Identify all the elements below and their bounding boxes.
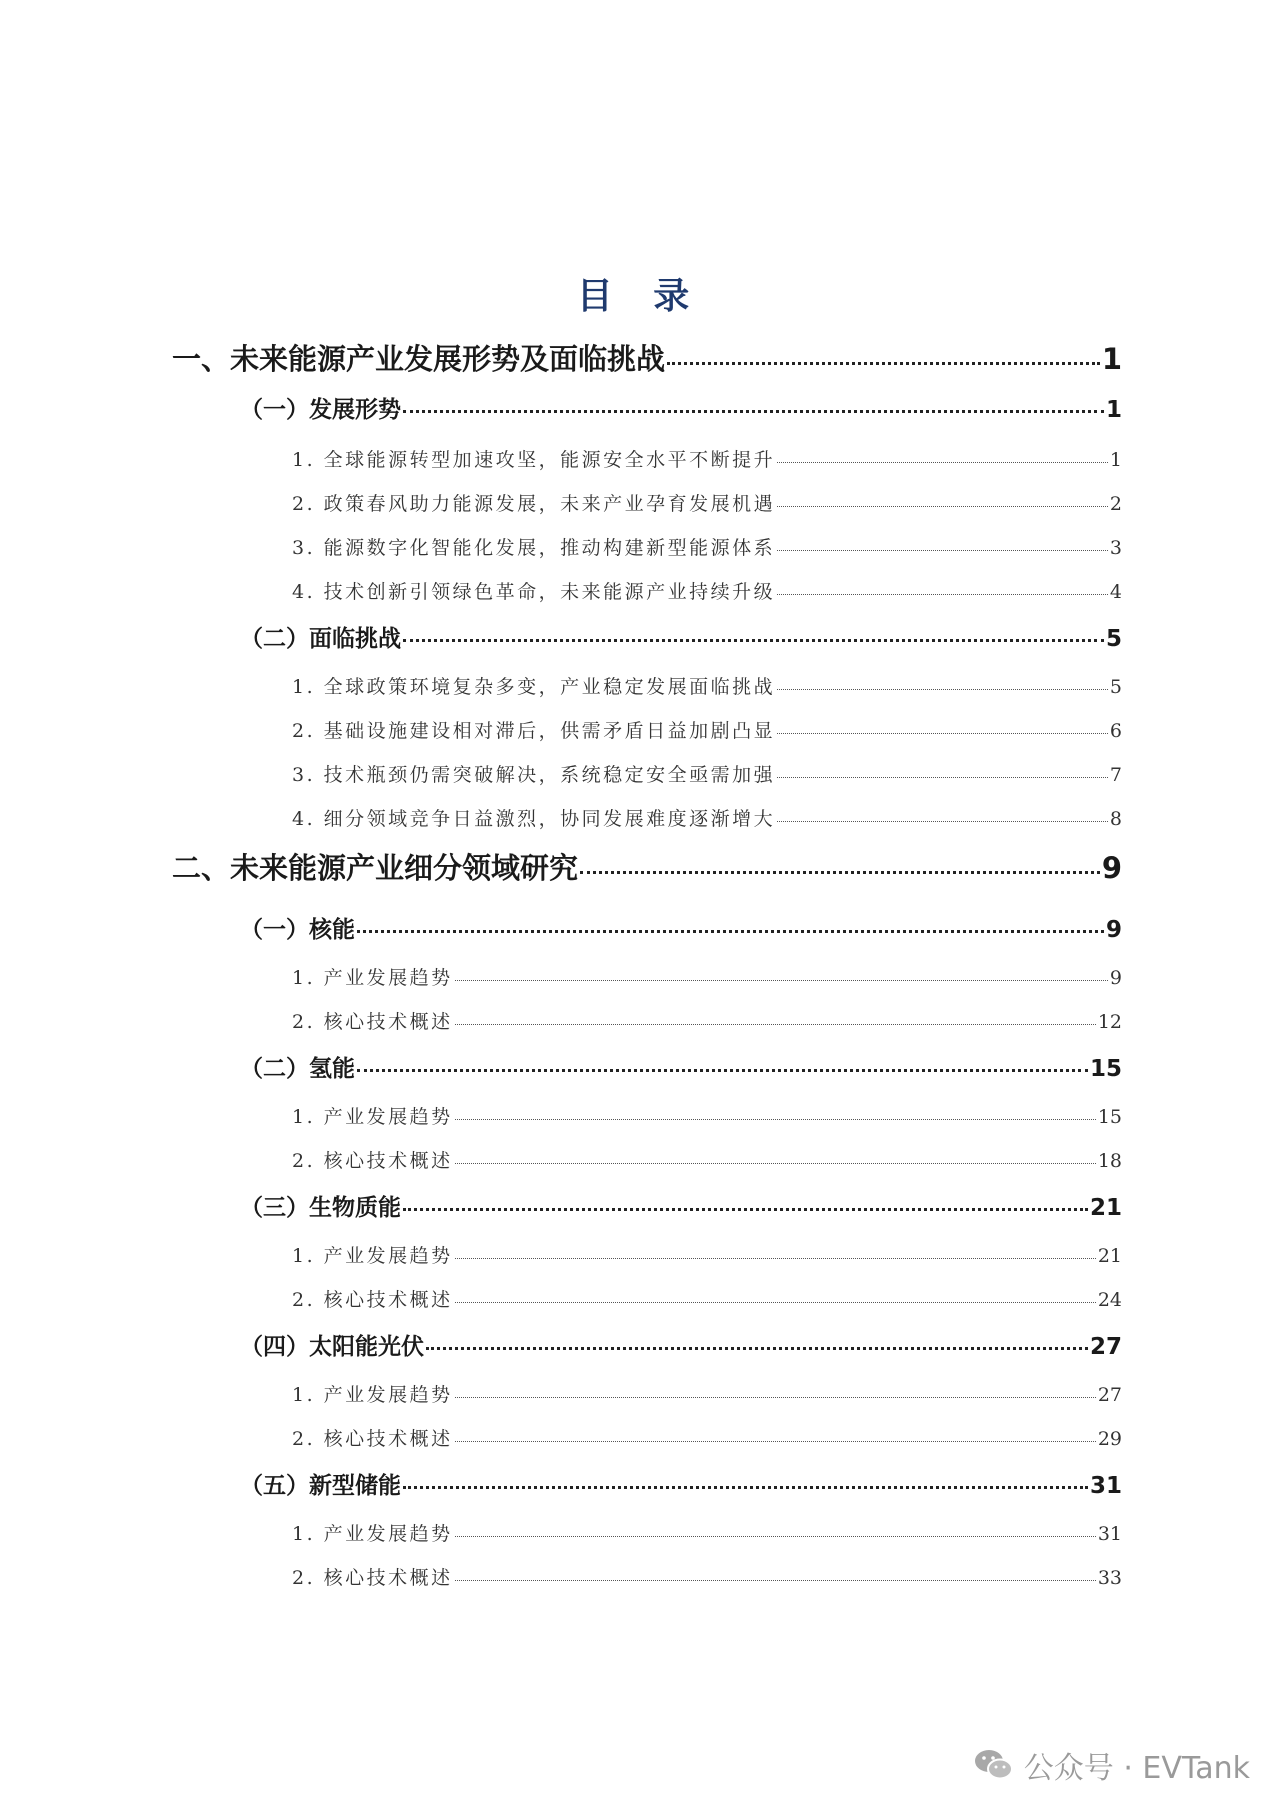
toc-entry-label: 4. 技术创新引领绿色革命，未来能源产业持续升级 [292, 581, 776, 603]
toc-entry-label: 1. 产业发展趋势 [292, 1384, 453, 1406]
toc-entry-label: （三）生物质能 [240, 1195, 401, 1221]
toc-entry-label: 1. 产业发展趋势 [292, 1523, 453, 1545]
toc-entry-page: 9 [1109, 967, 1122, 989]
toc-dot-leader [777, 821, 1108, 822]
toc-entry-page: 27 [1097, 1384, 1122, 1406]
toc-entry-page: 21 [1097, 1245, 1122, 1267]
toc-entry-label: 2. 核心技术概述 [292, 1150, 453, 1172]
toc-entry-page: 12 [1097, 1011, 1122, 1033]
toc-entry-subsection[interactable] [292, 1007, 1122, 1034]
toc-entry-label: 1. 产业发展趋势 [292, 1106, 453, 1128]
toc-entry-label: 1. 产业发展趋势 [292, 967, 453, 989]
toc-entry-subsection[interactable] [292, 1102, 1122, 1129]
toc-entry-page: 31 [1097, 1523, 1122, 1545]
toc-dot-leader [667, 362, 1100, 365]
toc-entry-label: 1. 全球政策环境复杂多变，产业稳定发展面临挑战 [292, 676, 776, 698]
toc-entry-label: 1. 全球能源转型加速攻坚，能源安全水平不断提升 [292, 449, 776, 471]
toc-entry-subsection[interactable] [292, 489, 1122, 516]
toc-entry-subsection[interactable] [292, 672, 1122, 699]
wechat-icon [974, 1748, 1014, 1782]
toc-entry-subsection[interactable] [292, 445, 1122, 472]
toc-entry-section[interactable] [240, 620, 1122, 653]
toc-entry-label: 3. 技术瓶颈仍需突破解决，系统稳定安全亟需加强 [292, 764, 776, 786]
toc-entry-section[interactable] [240, 1050, 1122, 1083]
toc-entry-label: （一）发展形势 [240, 397, 401, 423]
toc-dot-leader [777, 733, 1108, 734]
toc-dot-leader [777, 506, 1108, 507]
toc-entry-page: 18 [1097, 1150, 1122, 1172]
wechat-watermark [974, 1743, 1250, 1787]
toc-entry-label: 2. 核心技术概述 [292, 1567, 453, 1589]
toc-entry-label: （二）氢能 [240, 1056, 355, 1082]
toc-entry-page: 5 [1105, 626, 1122, 652]
toc-dot-leader [455, 1258, 1096, 1259]
toc-entry-section[interactable] [240, 1467, 1122, 1500]
toc-entry-label: 4. 细分领域竞争日益激烈，协同发展难度逐渐增大 [292, 808, 776, 830]
toc-entry-subsection[interactable] [292, 533, 1122, 560]
toc-dot-leader [426, 1347, 1088, 1350]
toc-entry-chapter[interactable] [172, 846, 1122, 887]
toc-entry-page: 27 [1089, 1334, 1122, 1360]
toc-entry-label: （五）新型储能 [240, 1473, 401, 1499]
toc-entry-label: 2. 政策春风助力能源发展，未来产业孕育发展机遇 [292, 493, 776, 515]
toc-dot-leader [455, 1441, 1096, 1442]
toc-entry-label: 1. 产业发展趋势 [292, 1245, 453, 1267]
toc-dot-leader [580, 871, 1100, 874]
toc-entry-page: 29 [1097, 1428, 1122, 1450]
toc-entry-section[interactable] [240, 911, 1122, 944]
toc-entry-page: 21 [1089, 1195, 1122, 1221]
toc-entry-page: 2 [1109, 493, 1122, 515]
toc-title: 目 录 [576, 276, 704, 317]
toc-dot-leader [455, 1163, 1096, 1164]
toc-entry-label: （二）面临挑战 [240, 626, 401, 652]
toc-dot-leader [455, 1536, 1096, 1537]
toc-entry-section[interactable] [240, 1328, 1122, 1361]
toc-entry-subsection[interactable] [292, 1146, 1122, 1173]
toc-dot-leader [403, 1208, 1088, 1211]
toc-entry-label: 2. 核心技术概述 [292, 1289, 453, 1311]
toc-entry-section[interactable] [240, 391, 1122, 424]
toc-dot-leader [455, 1024, 1096, 1025]
toc-dot-leader [357, 930, 1104, 933]
toc-entry-page: 31 [1089, 1473, 1122, 1499]
toc-entry-subsection[interactable] [292, 1285, 1122, 1312]
toc-entry-subsection[interactable] [292, 1241, 1122, 1268]
toc-entry-page: 15 [1097, 1106, 1122, 1128]
toc-dot-leader [777, 594, 1108, 595]
toc-entry-label: 2. 核心技术概述 [292, 1428, 453, 1450]
toc-entry-page: 3 [1109, 537, 1122, 559]
toc-dot-leader [777, 550, 1108, 551]
toc-entry-subsection[interactable] [292, 760, 1122, 787]
toc-entry-subsection[interactable] [292, 963, 1122, 990]
toc-entry-page: 6 [1109, 720, 1122, 742]
toc-entry-chapter[interactable] [172, 337, 1122, 378]
toc-entry-subsection[interactable] [292, 1563, 1122, 1590]
toc-dot-leader [403, 639, 1104, 642]
toc-entry-page: 5 [1109, 676, 1122, 698]
toc-entry-subsection[interactable] [292, 577, 1122, 604]
toc-entry-page: 9 [1101, 851, 1122, 885]
toc-entry-subsection[interactable] [292, 1380, 1122, 1407]
toc-dot-leader [777, 777, 1108, 778]
toc-entry-subsection[interactable] [292, 716, 1122, 743]
toc-entry-label: （一）核能 [240, 917, 355, 943]
toc-dot-leader [455, 980, 1108, 981]
toc-dot-leader [777, 462, 1108, 463]
toc-dot-leader [403, 410, 1104, 413]
toc-entry-page: 1 [1105, 397, 1122, 423]
toc-entry-subsection[interactable] [292, 804, 1122, 831]
toc-entry-page: 33 [1097, 1567, 1122, 1589]
toc-entry-page: 15 [1089, 1056, 1122, 1082]
toc-dot-leader [777, 689, 1108, 690]
toc-dot-leader [357, 1069, 1088, 1072]
toc-entry-page: 9 [1105, 917, 1122, 943]
toc-entry-page: 1 [1109, 449, 1122, 471]
toc-dot-leader [455, 1302, 1096, 1303]
toc-entry-label: 二、未来能源产业细分领域研究 [172, 851, 579, 885]
toc-entry-page: 8 [1109, 808, 1122, 830]
toc-entry-label: （四）太阳能光伏 [240, 1334, 424, 1360]
toc-entry-label: 3. 能源数字化智能化发展，推动构建新型能源体系 [292, 537, 776, 559]
toc-dot-leader [455, 1119, 1096, 1120]
toc-dot-leader [455, 1580, 1096, 1581]
toc-entry-label: 2. 基础设施建设相对滞后，供需矛盾日益加剧凸显 [292, 720, 776, 742]
toc-entry-page: 7 [1109, 764, 1122, 786]
toc-entry-page: 4 [1109, 581, 1122, 603]
toc-entry-page: 24 [1097, 1289, 1122, 1311]
toc-entry-section[interactable] [240, 1189, 1122, 1222]
toc-entry-subsection[interactable] [292, 1519, 1122, 1546]
toc-entry-page: 1 [1101, 342, 1122, 376]
toc-entry-label: 2. 核心技术概述 [292, 1011, 453, 1033]
watermark-text: 公众号 · EVTank [1023, 1751, 1250, 1786]
toc-dot-leader [403, 1486, 1088, 1489]
toc-entry-label: 一、未来能源产业发展形势及面临挑战 [172, 342, 666, 376]
toc-dot-leader [455, 1397, 1096, 1398]
toc-entry-subsection[interactable] [292, 1424, 1122, 1451]
